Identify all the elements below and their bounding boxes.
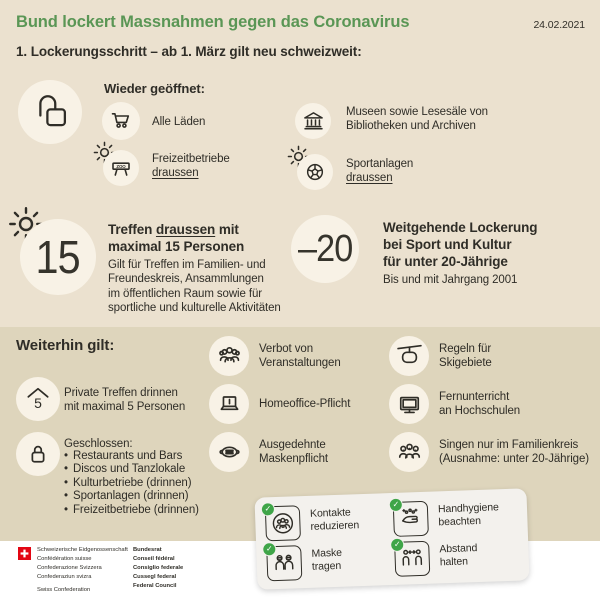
leisure-circle <box>103 150 139 186</box>
still-valid-heading: Weiterhin gilt: <box>16 337 115 354</box>
mask-duty-label: Ausgedehnte Maskenpflicht <box>259 439 329 465</box>
remote-learning-label: Fernunterricht an Hochschulen <box>439 391 521 417</box>
closed-circle <box>16 432 60 476</box>
homeoffice-label: Homeoffice-Pflicht <box>259 398 351 410</box>
reduce-contacts-item <box>265 503 360 541</box>
shopping-cart-icon <box>109 109 133 133</box>
leisure-label: Freizeitbetriebe draussen <box>152 153 230 179</box>
page-title: Bund lockert Massnahmen gegen das Coronavirus <box>16 13 410 31</box>
swiss-confederation-text: Swiss Confederation <box>37 587 91 593</box>
sports-circle <box>297 154 333 190</box>
check-icon: ✓ <box>390 538 404 552</box>
events-ban-label: Verbot von Veranstaltungen <box>259 343 341 369</box>
rule15-title: Treffen draussen mit maximal 15 Personen <box>108 222 245 254</box>
date: 24.02.2021 <box>533 19 585 31</box>
ski-rules-label: Regeln für Skigebiete <box>439 343 492 369</box>
rule20-title: Weitgehende Lockerung bei Sport und Kultur für unter 20-Jährige <box>383 220 538 269</box>
open-lock-circle <box>18 80 82 144</box>
max-15-circle <box>20 219 96 295</box>
rule20-note: Bis und mit Jahrgang 2001 <box>383 274 518 286</box>
mask-duty-circle <box>209 432 249 472</box>
closed-heading: Geschlossen: <box>64 438 133 450</box>
face-mask-icon <box>216 439 243 466</box>
swiss-flag-icon <box>18 547 31 560</box>
under-20-circle <box>291 215 359 283</box>
hand-hygiene-icon-box <box>393 501 429 537</box>
hand-hygiene-label: Handhygiene beachten <box>437 501 499 528</box>
federal-council-text: Bundesrat Conseil fédéral Consiglio federale Cussegl federal Federal Council <box>133 547 184 589</box>
museum-label: Museen sowie Lesesäle von Bibliotheken und Archiven <box>346 106 488 132</box>
singing-people-icon <box>396 439 423 466</box>
museum-circle <box>295 103 331 139</box>
keep-distance-icon-box <box>394 541 430 577</box>
list-item: • Sportanlagen (drinnen) <box>64 490 199 503</box>
reduce-contacts-label: Kontakte reduzieren <box>309 506 360 533</box>
rule15-body: Gilt für Treffen im Familien- und Freundeskreis, Ansammlungen im öffentlichen Raum sowie für sportliche und kulturelle Aktivitäten <box>108 259 281 315</box>
basic-rules-card <box>254 488 529 589</box>
ski-rules-circle <box>389 336 429 376</box>
wear-mask-item <box>266 544 343 582</box>
singing-label: Singen nur im Familienkreis (Ausnahme: unter 20-Jährige) <box>439 439 589 465</box>
open-padlock-icon <box>29 91 71 133</box>
crowd-icon <box>216 343 243 370</box>
list-item: • Discos und Tanzlokale <box>64 463 199 476</box>
check-icon: ✓ <box>261 502 275 516</box>
wear-mask-label: Maske tragen <box>311 546 343 573</box>
zoo-sign-icon <box>109 156 133 180</box>
list-item: • Kulturbetriebe (drinnen) <box>64 477 199 490</box>
reopened-heading: Wieder geöffnet: <box>104 81 205 96</box>
svg-text:ZOO: ZOO <box>116 163 126 169</box>
shops-label: Alle Läden <box>152 116 206 128</box>
shops-circle <box>102 102 140 140</box>
subtitle: 1. Lockerungsschritt – ab 1. März gilt neu schweizweit: <box>16 44 362 59</box>
number-minus-20: –20 <box>297 227 353 270</box>
svg-text:5: 5 <box>34 395 42 412</box>
remote-learning-circle <box>389 384 429 424</box>
check-icon: ✓ <box>389 498 403 512</box>
confederation-text: Schweizerische Eidgenossenschaft Confédération suisse Confederazione Svizzera Confederaziun svizra Swiss Confederation <box>37 547 128 593</box>
closed-list <box>64 450 199 517</box>
events-ban-circle <box>209 336 249 376</box>
museum-icon <box>302 110 325 133</box>
hand-hygiene-item <box>393 498 500 537</box>
gondola-icon <box>396 343 423 370</box>
sports-label: Sportanlagen draussen <box>346 158 414 184</box>
number-15: 15 <box>35 231 81 283</box>
monitor-icon <box>397 392 422 417</box>
closed-padlock-icon <box>25 441 51 467</box>
private-meetings-circle <box>16 377 60 421</box>
soccer-ball-icon <box>304 161 326 183</box>
reduce-contacts-icon-box <box>265 505 301 541</box>
house-5-icon <box>24 385 52 413</box>
keep-distance-item <box>394 539 478 577</box>
singing-circle <box>389 432 429 472</box>
wear-mask-icon-box <box>266 545 302 581</box>
homeoffice-circle <box>209 384 249 424</box>
keep-distance-label: Abstand halten <box>439 542 478 568</box>
private-meetings-label: Private Treffen drinnen mit maximal 5 Personen <box>64 387 186 413</box>
laptop-icon <box>217 392 242 417</box>
list-item: • Freizeitbetriebe (drinnen) <box>64 504 199 517</box>
list-item: • Restaurants und Bars <box>64 450 199 463</box>
check-icon: ✓ <box>262 542 276 556</box>
